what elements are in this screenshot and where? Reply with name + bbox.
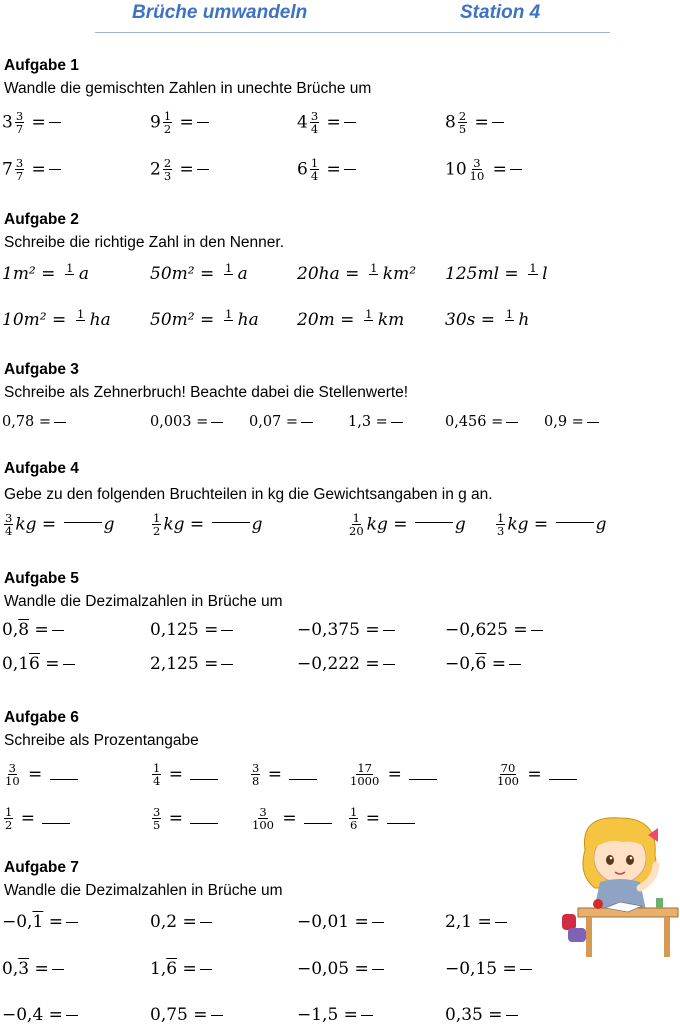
- a2-left-value: 20m: [297, 310, 335, 331]
- a2-denominator-blank: [222, 321, 236, 333]
- a2-denominator-blank: [63, 275, 77, 287]
- a6-fraction-numerator: 17: [357, 761, 372, 775]
- a1-fraction-denominator: 5: [458, 122, 467, 137]
- a7-answer-line: [520, 969, 532, 970]
- a2-fraction: [362, 308, 376, 333]
- a3-answer-line: [54, 422, 66, 423]
- a1-answer-line: [197, 122, 209, 123]
- a1-fraction-numerator: 2: [458, 109, 467, 123]
- a1-fraction-numerator: 3: [15, 156, 24, 170]
- a6-fraction-denominator: 4: [153, 774, 161, 789]
- a2-item: 30s = 1 h: [445, 308, 529, 333]
- a7-item: −0,01 =: [297, 914, 384, 931]
- a6-answer-blank: [190, 814, 218, 824]
- a4-fraction: [4, 512, 13, 538]
- a2-numerator: 1: [370, 261, 378, 275]
- a2-unit: ha: [237, 310, 259, 331]
- a1-fraction-numerator: 2: [163, 156, 172, 170]
- a2-item: 50m² = 1 ha: [150, 308, 259, 333]
- a5-answer-line: [52, 630, 64, 631]
- a4-answer-blank: [415, 513, 453, 523]
- a4-fraction-numerator: 1: [352, 511, 360, 525]
- a1-heading: Aufgabe 1: [4, 57, 79, 74]
- a7-item: −0,15 =: [445, 961, 532, 978]
- a7-item: 0,2 =: [150, 914, 212, 931]
- a2-unit: ha: [89, 310, 111, 331]
- a3-answer-line: [506, 422, 518, 423]
- a6-fraction: [251, 762, 260, 788]
- a6-fraction: [349, 762, 380, 788]
- a2-numerator: 1: [224, 261, 233, 275]
- a7-answer-line: [200, 969, 212, 970]
- a7-item: 0,75 =: [150, 1007, 223, 1024]
- a6-fraction: [4, 806, 13, 832]
- a3-item: 1,3 =: [348, 415, 403, 430]
- a3-item: 0,07 =: [249, 415, 313, 430]
- a1-fraction: [310, 110, 319, 136]
- a7-answer-line: [200, 922, 212, 923]
- a6-fraction-numerator: 70: [500, 761, 516, 775]
- a1-fraction-denominator: 3: [163, 169, 172, 184]
- a4-fraction: [496, 512, 505, 538]
- a1-fraction: [15, 110, 24, 136]
- a6-fraction: [152, 762, 161, 788]
- a1-answer-line: [49, 169, 61, 170]
- a1-fraction: [163, 110, 172, 136]
- a4-heading: Aufgabe 4: [4, 460, 79, 477]
- a4-unit-g: g: [595, 514, 607, 535]
- a6-item: $\frac{3}{10}$ =: [2, 762, 80, 788]
- a2-unit: h: [518, 310, 530, 331]
- a6-fraction-denominator: 5: [153, 818, 161, 833]
- a1-fraction: [163, 157, 172, 183]
- a2-fraction: [526, 262, 540, 287]
- a3-answer-line: [391, 422, 403, 423]
- a4-fraction-numerator: 1: [153, 511, 161, 525]
- a7-item: −0,1 =: [2, 914, 78, 931]
- a2-unit: a: [237, 264, 248, 285]
- a5-answer-line: [63, 664, 75, 665]
- a1-answer-line: [49, 122, 61, 123]
- a5-item-period-digit: 6: [475, 654, 487, 674]
- a6-item: $\frac{1}{4}$ =: [150, 762, 220, 788]
- a6-answer-blank: [387, 814, 415, 824]
- a5-item: 0,125 =: [150, 622, 233, 639]
- a2-left-value: 30s: [445, 310, 476, 331]
- a5-item-period-digit: 8: [18, 620, 30, 640]
- a4-unit-kg: kg: [163, 514, 185, 535]
- a4-item: $\frac{3}{4}$ kg = g: [5, 511, 115, 539]
- a7-answer-line: [66, 1015, 78, 1016]
- a7-item-period-digit: 3: [18, 959, 30, 979]
- a7-heading: Aufgabe 7: [4, 859, 79, 876]
- station-label: Station 4: [460, 2, 541, 23]
- a6-fraction-numerator: 3: [252, 761, 260, 775]
- a2-item: 125ml = 1 l: [445, 262, 548, 287]
- a1-fraction-numerator: 1: [163, 109, 172, 123]
- a1-item: 8 $\frac{2}{5}$ =: [445, 110, 504, 136]
- a2-denominator-blank: [222, 275, 236, 287]
- a2-denominator-blank: [526, 275, 540, 287]
- a6-fraction-denominator: 1000: [350, 774, 380, 789]
- a4-fraction-denominator: 2: [153, 524, 161, 539]
- a3-heading: Aufgabe 3: [4, 361, 79, 378]
- a6-answer-blank: [50, 770, 78, 780]
- a7-answer-line: [52, 969, 64, 970]
- a5-item: 2,125 =: [150, 656, 233, 673]
- a6-answer-blank: [409, 770, 437, 780]
- a3-item: 0,003 =: [150, 415, 223, 430]
- a6-fraction-denominator: 8: [252, 774, 260, 789]
- a4-item: $\frac{1}{20}$ kg = g: [349, 511, 466, 539]
- a2-numerator: 1: [365, 307, 373, 321]
- a1-fraction-denominator: 10: [469, 169, 485, 184]
- a4-item: $\frac{1}{3}$ kg = g: [497, 511, 607, 539]
- a1-answer-line: [344, 122, 356, 123]
- a2-left-value: 50m²: [150, 264, 195, 285]
- a2-left-value: 10m²: [2, 310, 47, 331]
- a1-item: 4 $\frac{3}{4}$ =: [297, 110, 356, 136]
- a7-answer-line: [66, 922, 78, 923]
- a7-item: 2,1 =: [445, 914, 507, 931]
- a1-item: 7 $\frac{3}{7}$ =: [2, 157, 61, 183]
- a6-fraction: [251, 806, 275, 832]
- a6-answer-blank: [289, 770, 317, 780]
- a7-answer-line: [211, 1015, 223, 1016]
- a2-unit: km: [377, 310, 405, 331]
- a3-instruction: Schreibe als Zehnerbruch! Beachte dabei die Stellenwerte!: [4, 384, 409, 401]
- a4-fraction-denominator: 4: [5, 524, 13, 539]
- a7-item: −1,5 =: [297, 1007, 373, 1024]
- a5-item: −0,375 =: [297, 622, 395, 639]
- a5-answer-line: [221, 664, 233, 665]
- a4-answer-blank: [556, 513, 594, 523]
- a2-left-value: 50m²: [150, 310, 195, 331]
- a5-answer-line: [383, 630, 395, 631]
- worksheet-title: Brüche umwandeln: [132, 2, 308, 23]
- a1-fraction-denominator: 4: [310, 169, 319, 184]
- a1-answer-line: [197, 169, 209, 170]
- a6-fraction-numerator: 1: [5, 805, 13, 819]
- a6-fraction-denominator: 6: [350, 818, 358, 833]
- a4-fraction-denominator: 20: [349, 524, 364, 539]
- a2-item: 20m = 1 km: [297, 308, 404, 333]
- a6-fraction-numerator: 3: [8, 761, 16, 775]
- a6-item: $\frac{3}{100}$ =: [249, 806, 334, 832]
- a1-fraction: [15, 157, 24, 183]
- a5-answer-line: [383, 664, 395, 665]
- a1-instruction: Wandle die gemischten Zahlen in unechte Brüche um: [4, 80, 372, 97]
- a1-answer-line: [492, 122, 504, 123]
- a2-denominator-blank: [362, 321, 376, 333]
- a4-fraction-numerator: 1: [497, 511, 505, 525]
- a5-item: −0,222 =: [297, 656, 395, 673]
- a7-answer-line: [372, 922, 384, 923]
- a5-instruction: Wandle die Dezimalzahlen in Brüche um: [4, 593, 283, 610]
- a7-answer-line: [372, 969, 384, 970]
- a7-item: 1,6 =: [150, 961, 212, 978]
- a1-item: 2 $\frac{2}{3}$ =: [150, 157, 209, 183]
- a1-item: 9 $\frac{1}{2}$ =: [150, 110, 209, 136]
- a6-heading: Aufgabe 6: [4, 709, 79, 726]
- a2-fraction: [502, 308, 516, 333]
- a2-fraction: [222, 308, 236, 333]
- a7-item-period-digit: 6: [166, 959, 178, 979]
- a6-fraction-denominator: 100: [497, 774, 519, 789]
- a6-fraction-numerator: 3: [153, 805, 161, 819]
- a2-fraction: [74, 308, 88, 333]
- a4-unit-kg: kg: [507, 514, 529, 535]
- a7-answer-line: [495, 922, 507, 923]
- a6-fraction: [496, 762, 520, 788]
- a7-item: −0,4 =: [2, 1007, 78, 1024]
- a1-fraction-denominator: 7: [15, 169, 24, 184]
- a1-item: 6 $\frac{1}{4}$ =: [297, 157, 356, 183]
- a6-item: $\frac{3}{8}$ =: [249, 762, 319, 788]
- a1-fraction-denominator: 7: [15, 122, 24, 137]
- a2-unit: l: [542, 264, 548, 285]
- a2-item: 50m² = 1 a: [150, 262, 248, 287]
- a6-answer-blank: [190, 770, 218, 780]
- a7-instruction: Wandle die Dezimalzahlen in Brüche um: [4, 882, 283, 899]
- a6-answer-blank: [42, 814, 70, 824]
- a6-fraction-numerator: 1: [350, 805, 358, 819]
- a4-fraction-denominator: 3: [497, 524, 505, 539]
- a2-left-value: 20ha: [297, 264, 340, 285]
- a1-fraction-numerator: 3: [473, 156, 481, 170]
- a1-fraction: [310, 157, 319, 183]
- a2-item: 10m² = 1 ha: [2, 308, 111, 333]
- a2-numerator: 1: [66, 261, 74, 275]
- a1-answer-line: [344, 169, 356, 170]
- a6-fraction-denominator: 10: [5, 774, 20, 789]
- a2-fraction: [367, 262, 381, 287]
- a2-item: 1m² = 1 a: [2, 262, 89, 287]
- a4-unit-g: g: [103, 514, 115, 535]
- a6-item: $\frac{3}{5}$ =: [150, 806, 220, 832]
- a7-item: 0,3 =: [2, 961, 64, 978]
- a2-numerator: 1: [505, 307, 514, 321]
- a2-denominator-blank: [502, 321, 516, 333]
- a5-answer-line: [509, 664, 521, 665]
- a2-left-value: 125ml: [445, 264, 500, 285]
- a6-fraction-numerator: 3: [259, 805, 267, 819]
- a7-item: 0,35 =: [445, 1007, 518, 1024]
- page-header: [95, 0, 610, 33]
- a7-answer-line: [361, 1015, 373, 1016]
- a6-item: $\frac{1}{6}$ =: [347, 806, 417, 832]
- a4-answer-blank: [212, 513, 250, 523]
- a5-item: 0,16 =: [2, 656, 75, 673]
- a1-item: 3 $\frac{3}{7}$ =: [2, 110, 61, 136]
- a6-fraction-denominator: 100: [252, 818, 274, 833]
- a2-numerator: 1: [529, 261, 537, 275]
- a5-answer-line: [531, 630, 543, 631]
- a1-item: 10 $\frac{3}{10}$ =: [445, 157, 522, 183]
- a6-fraction: [349, 806, 358, 832]
- a4-instruction: Gebe zu den folgenden Bruchteilen in kg die Gewichtsangaben in g an.: [4, 486, 493, 503]
- a7-item: −0,05 =: [297, 961, 384, 978]
- a2-instruction: Schreibe die richtige Zahl in den Nenner.: [4, 234, 285, 251]
- a4-answer-blank: [64, 513, 102, 523]
- a2-item: 20ha = 1 km²: [297, 262, 416, 287]
- a5-item: −0,625 =: [445, 622, 543, 639]
- a1-fraction-denominator: 4: [310, 122, 319, 137]
- a5-item: 0,8 =: [2, 622, 64, 639]
- a3-answer-line: [211, 422, 223, 423]
- a5-item-period-digit: 6: [29, 654, 40, 674]
- a2-fraction: [63, 262, 77, 287]
- a6-fraction: [152, 806, 161, 832]
- a1-fraction-numerator: 1: [310, 156, 319, 170]
- a3-answer-line: [587, 422, 599, 423]
- a3-item: 0,9 =: [544, 415, 599, 430]
- a4-unit-kg: kg: [366, 514, 388, 535]
- a4-unit-g: g: [454, 514, 466, 535]
- a2-heading: Aufgabe 2: [4, 211, 79, 228]
- a1-answer-line: [510, 169, 522, 170]
- a1-fraction: [469, 157, 486, 183]
- a6-fraction: [4, 762, 21, 788]
- a6-fraction-numerator: 1: [153, 761, 161, 775]
- a3-item: 0,456 =: [445, 415, 518, 430]
- a2-left-value: 1m²: [2, 264, 36, 285]
- a2-fraction: [222, 262, 236, 287]
- a6-item: $\frac{1}{2}$ =: [2, 806, 72, 832]
- a5-item: −0,6 =: [445, 656, 521, 673]
- a3-answer-line: [301, 422, 313, 423]
- a5-answer-line: [221, 630, 233, 631]
- a2-denominator-blank: [74, 321, 88, 333]
- a6-item: $\frac{17}{1000}$ =: [347, 762, 439, 788]
- a6-fraction-denominator: 2: [5, 818, 13, 833]
- a2-unit: a: [78, 264, 89, 285]
- a2-unit: km²: [382, 264, 417, 285]
- a2-numerator: 1: [224, 307, 233, 321]
- a2-numerator: 1: [76, 307, 85, 321]
- a6-instruction: Schreibe als Prozentangabe: [4, 732, 199, 749]
- a4-fraction: [348, 512, 365, 538]
- a4-item: $\frac{1}{2}$ kg = g: [153, 511, 263, 539]
- a7-item-period-digit: 1: [32, 912, 44, 932]
- a7-answer-line: [506, 1015, 518, 1016]
- a4-fraction-numerator: 3: [5, 511, 13, 525]
- a1-fraction-numerator: 3: [310, 109, 319, 123]
- a3-item: 0,78 =: [2, 415, 66, 430]
- a1-fraction-numerator: 3: [15, 109, 24, 123]
- a5-heading: Aufgabe 5: [4, 570, 79, 587]
- a6-answer-blank: [549, 770, 577, 780]
- a4-unit-kg: kg: [15, 514, 37, 535]
- a4-fraction: [152, 512, 161, 538]
- a4-unit-g: g: [251, 514, 263, 535]
- a1-fraction-denominator: 2: [163, 122, 172, 137]
- a1-fraction: [458, 110, 467, 136]
- a2-denominator-blank: [367, 275, 381, 287]
- girl-at-desk-illustration: [560, 810, 680, 960]
- a6-answer-blank: [304, 814, 332, 824]
- a6-item: $\frac{70}{100}$ =: [494, 762, 579, 788]
